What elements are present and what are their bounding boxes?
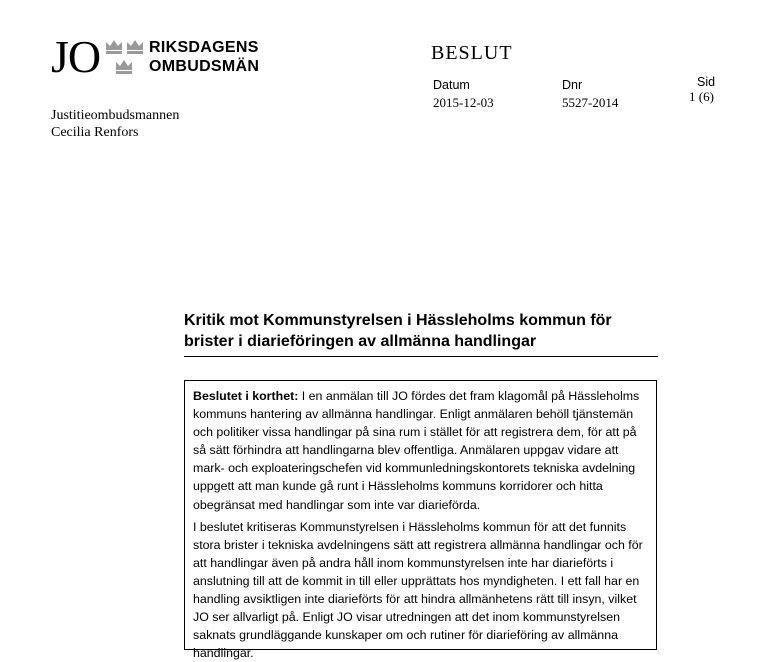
page-label: Sid [697, 75, 716, 89]
date-label: Datum [433, 78, 470, 92]
org-line-1: RIKSDAGENS [149, 39, 259, 56]
date-value: 2015-12-03 [433, 95, 494, 110]
summary-heading: Beslutet i korthet: [193, 389, 299, 403]
three-crowns-icon [103, 36, 147, 76]
sender-title: Justitieombudsmannen [51, 108, 180, 123]
summary-paragraph-2: I beslutet kritiseras Kommunstyrelsen i Hässleholms kommun för att det funnits stora brister i tekniska avdelningens sätt att registrera allmänna handlingar och för att handlingar även på andra håll inom kommunstyrelsen inte har diarieförts i anslutning till att de kommit in till eller upprättats hos myndigheten. I ett fall har en handling avsiktligen inte diarieförts för att hindra allmänhetens rätt till insyn, vilket JO ser allvarligt på. Enligt JO visar utredningen att det inom kommunstyrelsen saknats grundläggande kunskaper om och rutiner för diarieföring av allmänna handlingar. [193, 519, 643, 661]
org-name [149, 38, 259, 76]
logo-jo-text: JO [51, 31, 101, 82]
summary-box [184, 380, 657, 661]
jo-logo [51, 31, 271, 84]
title-divider [184, 356, 658, 357]
summary-text-1: I en anmälan till JO fördes det fram klagomål på Hässleholms kommuns hantering av allmänna handlingar. Enligt anmälaren behöll tjänstemän och politiker vissa handlingar på sina rum i stället för att registrera dem, för att på så sätt förhindra att handlingarna blev offentliga. Anmälaren uppgav vidare att mark- och exploateringschefen vid kommunledningskontorets tekniska avdelning uppgett att man kunde gå runt i Hässleholms kommuns korridorer och hitta obegränsat med handlingar som inte var diarieförda. [193, 389, 640, 512]
document-type: BESLUT [431, 42, 513, 64]
sender-block [51, 107, 179, 141]
page-value: 1 (6) [689, 89, 714, 104]
dnr-label: Dnr [562, 78, 583, 92]
summary-paragraph-1 [193, 387, 648, 514]
sender-name: Cecilia Renfors [51, 125, 139, 140]
dnr-value: 5527-2014 [562, 95, 619, 110]
org-line-2: OMBUDSMÄN [149, 58, 260, 75]
document-title: Kritik mot Kommunstyrelsen i Hässleholms kommun för brister i diarieföringen av allmänna handlingar [184, 312, 612, 350]
